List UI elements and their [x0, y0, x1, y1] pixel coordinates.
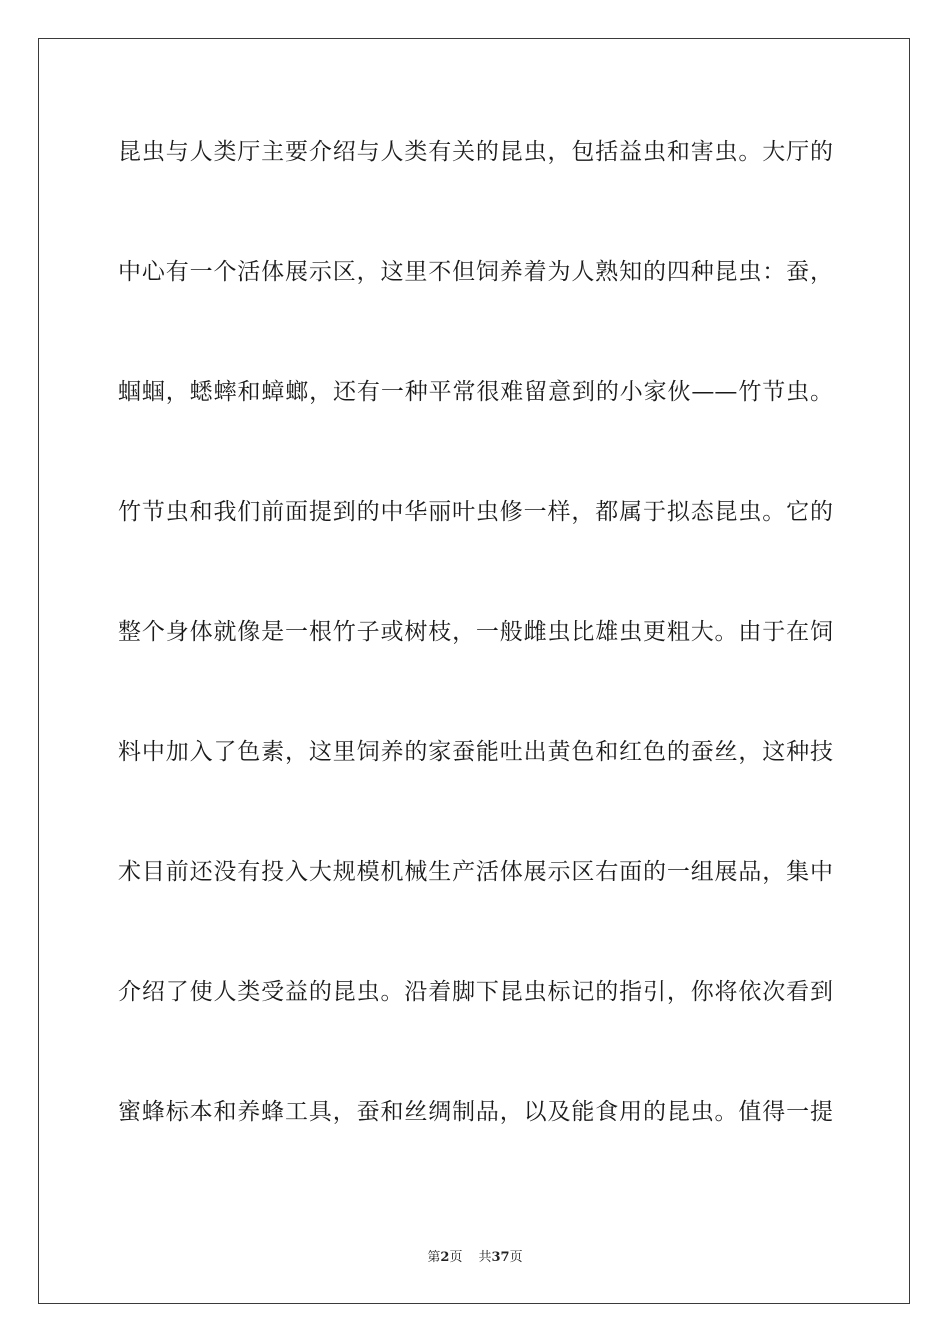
text-line-2: 中心有一个活体展示区，这里不但饲养着为人熟知的四种昆虫：蚕，: [118, 259, 833, 285]
text-line-1: 昆虫与人类厅主要介绍与人类有关的昆虫，包括益虫和害虫。大厅的: [118, 139, 833, 165]
page-number: 2: [440, 1250, 450, 1265]
total-pages: 37: [491, 1250, 510, 1265]
page-prefix: 第: [427, 1250, 441, 1265]
text-line-3: 蝈蝈，蟋蟀和蟑螂，还有一种平常很难留意到的小家伙——竹节虫。: [118, 379, 833, 405]
page-footer: [0, 1246, 950, 1265]
total-prefix: 共: [478, 1250, 492, 1265]
text-line-7: 术目前还没有投入大规模机械生产活体展示区右面的一组展品，集中: [118, 859, 833, 885]
text-line-4: 竹节虫和我们前面提到的中华丽叶虫修一样，都属于拟态昆虫。它的: [118, 499, 833, 525]
text-line-5: 整个身体就像是一根竹子或树枝，一般雌虫比雄虫更粗大。由于在饲: [118, 619, 833, 645]
page-suffix: 页: [449, 1250, 463, 1265]
text-line-6: 料中加入了色素，这里饲养的家蚕能吐出黄色和红色的蚕丝，这种技: [118, 739, 833, 765]
text-line-8: 介绍了使人类受益的昆虫。沿着脚下昆虫标记的指引，你将依次看到: [118, 979, 833, 1005]
text-line-9: 蜜蜂标本和养蜂工具，蚕和丝绸制品，以及能食用的昆虫。值得一提: [118, 1099, 833, 1125]
total-suffix: 页: [509, 1250, 523, 1265]
